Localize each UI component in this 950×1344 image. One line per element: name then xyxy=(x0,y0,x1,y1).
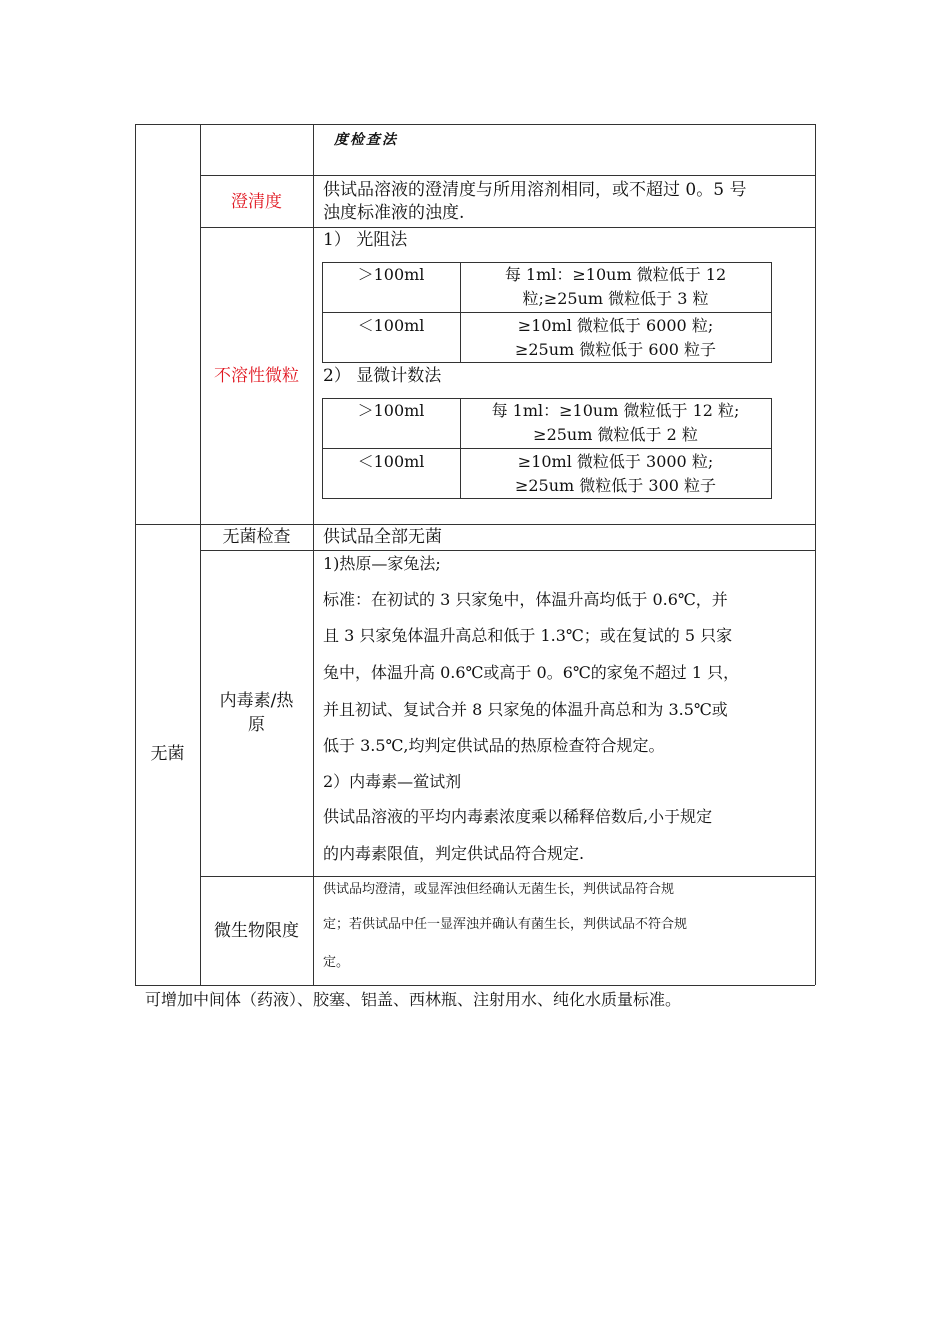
row-divider-clarity xyxy=(200,175,815,176)
endotoxin-line-8: 供试品溶液的平均内毒素浓度乘以稀释倍数后,小于规定 xyxy=(323,807,713,826)
clarity-text-line2: 浊度标准液的浊度. xyxy=(323,203,465,223)
clarity-label: 澄清度 xyxy=(231,192,282,212)
method1-title: 1） 光阻法 xyxy=(323,230,408,250)
clarity-text-line1: 供试品溶液的澄清度与所用溶剂相同，或不超过 0。5 号 xyxy=(323,180,747,200)
particles-label: 不溶性微粒 xyxy=(214,366,299,386)
endotoxin-label-line2: 原 xyxy=(248,715,265,735)
endotoxin-line-2: 标准：在初试的 3 只家兔中，体温升高均低于 0.6℃，并 xyxy=(323,590,728,609)
method1-row2-volume: ＜100ml xyxy=(357,316,425,335)
row-divider-microbial xyxy=(200,876,815,877)
endotoxin-label-line1: 内毒素/热 xyxy=(219,691,294,711)
method1-row1-limit-line2: 粒;≥25um 微粒低于 3 粒 xyxy=(522,289,709,308)
endotoxin-line-7: 2）内毒素—鲎试剂 xyxy=(323,772,462,791)
method2-row2-volume: ＜100ml xyxy=(357,452,425,471)
sterile-group-label: 无菌 xyxy=(150,744,185,764)
row-divider-sterile-group xyxy=(135,524,815,525)
row-divider-endotoxin xyxy=(200,550,815,551)
endotoxin-line-3: 且 3 只家兔体温升高总和低于 1.3℃；或在复试的 5 只家 xyxy=(323,626,733,645)
method2-row1-limit-line1: 每 1ml：≥10um 微粒低于 12 粒; xyxy=(491,401,740,420)
method1-row2-limit-line2: ≥25um 微粒低于 600 粒子 xyxy=(514,340,717,359)
row-divider-particles xyxy=(200,227,815,228)
sterility-text: 供试品全部无菌 xyxy=(323,527,442,547)
endotoxin-line-6: 低于 3.5℃,均判定供试品的热原检查符合规定。 xyxy=(323,736,665,755)
method1-row1-volume: ＞100ml xyxy=(357,265,425,284)
method2-row2-limit-line1: ≥10ml 微粒低于 3000 粒; xyxy=(517,452,714,471)
microbial-line-1: 供试品均澄清，或显浑浊但经确认无菌生长，判供试品符合规 xyxy=(323,882,675,897)
endotoxin-line-5: 并且初试、复试合并 8 只家兔的体温升高总和为 3.5℃或 xyxy=(323,700,728,719)
footnote: 可增加中间体（药液）、胶塞、铝盖、西林瓶、注射用水、纯化水质量标准。 xyxy=(145,990,682,1009)
microbial-line-2: 定；若供试品中任一显浑浊并确认有菌生长，判供试品不符合规 xyxy=(323,917,688,932)
microbial-label: 微生物限度 xyxy=(214,921,299,941)
partial-method-label: 度检查法 xyxy=(334,132,398,148)
method2-row1-limit-line2: ≥25um 微粒低于 2 粒 xyxy=(533,425,698,444)
endotoxin-line-4: 兔中，体温升高 0.6℃或高于 0。6℃的家兔不超过 1 只， xyxy=(323,663,740,682)
table-border-bottom xyxy=(135,985,815,986)
endotoxin-line-9: 的内毒素限值，判定供试品符合规定. xyxy=(323,844,585,863)
column-divider-2 xyxy=(313,124,314,985)
method1-row2-limit-line1: ≥10ml 微粒低于 6000 粒; xyxy=(517,316,714,335)
microbial-line-3: 定。 xyxy=(323,955,350,970)
inner-partial-line xyxy=(323,124,771,125)
method2-title: 2） 显微计数法 xyxy=(323,366,442,386)
method2-row2-limit-line2: ≥25um 微粒低于 300 粒子 xyxy=(514,476,717,495)
endotoxin-line-1: 1)热原—家兔法; xyxy=(323,554,441,573)
column-divider-1 xyxy=(200,124,201,985)
method1-row1-limit-line1: 每 1ml：≥10um 微粒低于 12 xyxy=(504,265,727,284)
sterility-label: 无菌检查 xyxy=(222,527,291,547)
table-border-left xyxy=(135,124,136,985)
method2-row1-volume: ＞100ml xyxy=(357,401,425,420)
table-border-right xyxy=(815,124,816,985)
